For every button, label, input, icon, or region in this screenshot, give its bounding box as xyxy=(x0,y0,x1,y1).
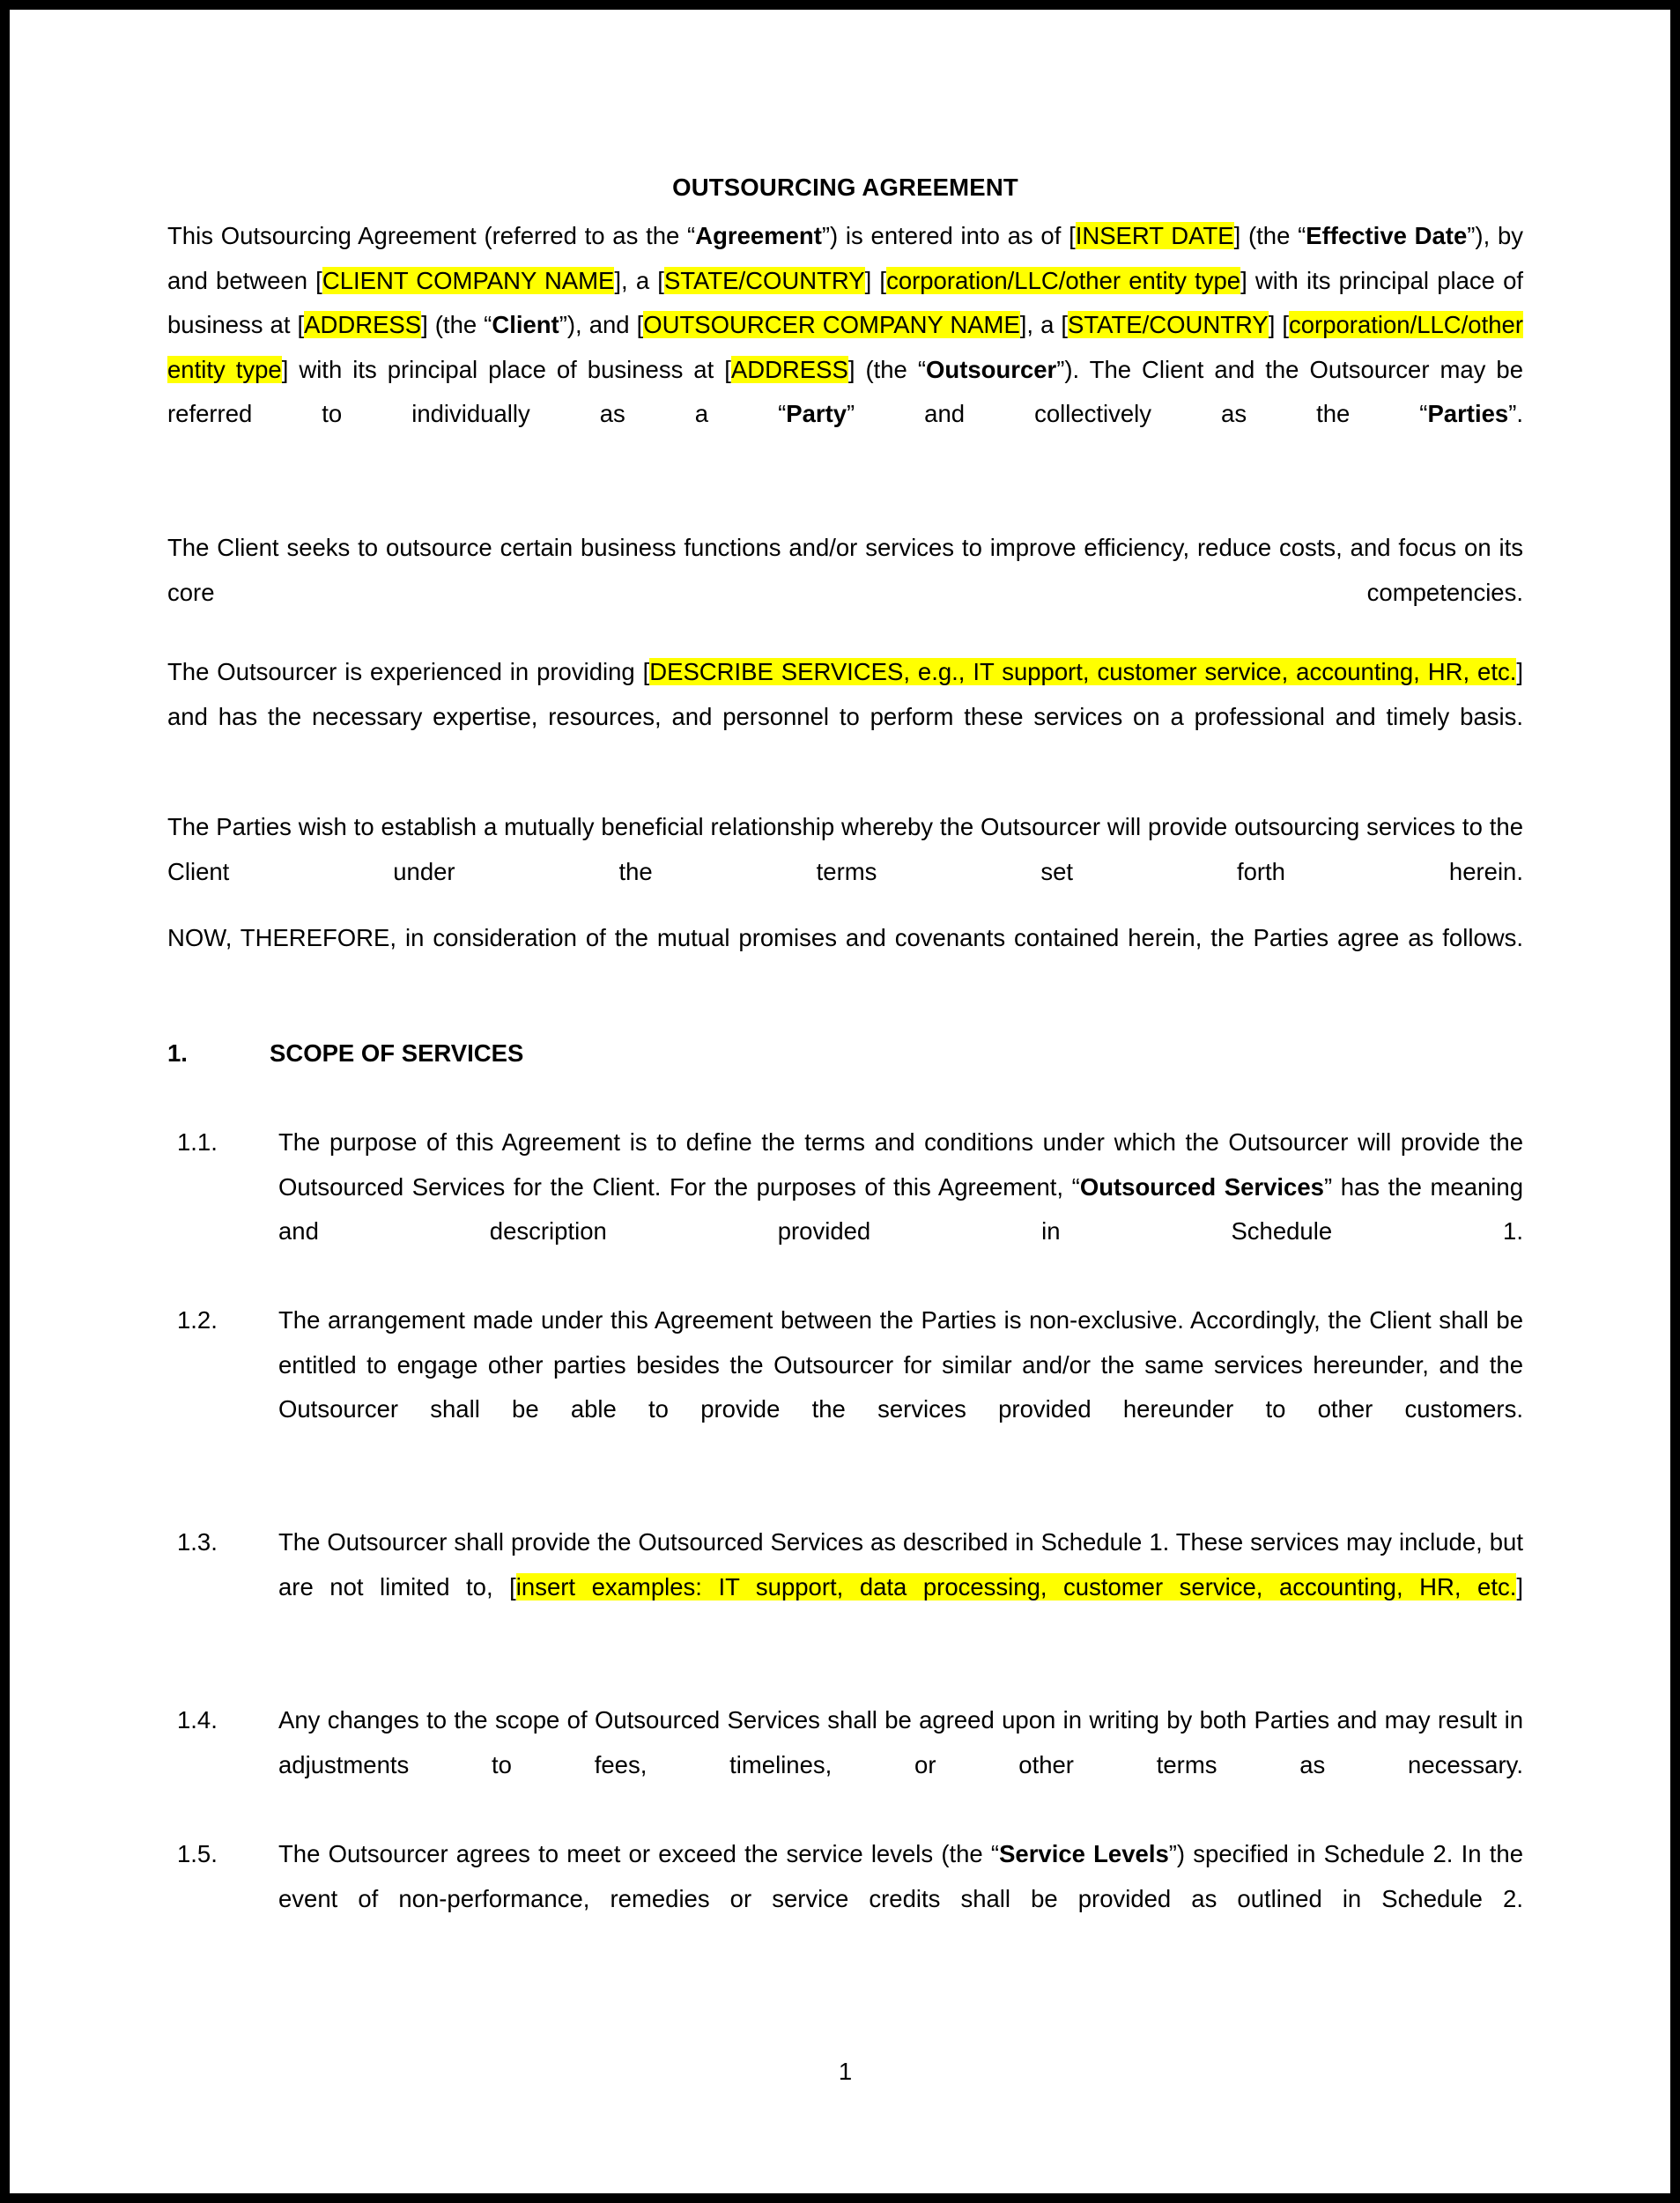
paragraph-now-therefore: NOW, THEREFORE, in consideration of the mutual promises and covenants contained herein, the Parties agree as follows. xyxy=(167,924,1523,951)
placeholder-describe-services: DESCRIBE SERVICES, e.g., IT support, customer service, accounting, HR, etc. xyxy=(649,658,1517,685)
placeholder-insert-examples: insert examples: IT support, data processing, customer service, accounting, HR, etc. xyxy=(515,1572,1517,1601)
c15-text-2: ”) specified in Schedule 2. In the event of non-performance, remedies or service credits shall be provided as outlined in Schedule 2. xyxy=(278,1840,1523,1912)
p3-text-1: The Outsourcer is experienced in providing [ xyxy=(167,658,650,685)
p1-text-3: ] (the “ xyxy=(1233,222,1306,249)
p1-text-11: ] [ xyxy=(1268,311,1289,338)
p1-text-12: ] with its principal place of business at [ xyxy=(281,355,731,383)
placeholder-client-address: ADDRESS xyxy=(304,311,422,338)
clause-1-3 xyxy=(167,1520,1523,1654)
term-party: Party xyxy=(786,400,847,427)
p1-text-1: This Outsourcing Agreement (referred to as the “ xyxy=(167,222,696,249)
clause-number: 1.4. xyxy=(177,1706,218,1734)
clause-text: The arrangement made under this Agreement between the Parties is non-exclusive. Accordingly, the Client shall be entitled to engage other parties besides the Outsourcer for similar and/or the same services hereunder, and the Outsourcer shall be able to provide the services provided hereunder to other customers. xyxy=(278,1306,1523,1423)
paragraph-parties xyxy=(167,214,1523,481)
clause-text xyxy=(278,1832,1523,1966)
section-number: 1. xyxy=(167,1039,188,1067)
clause-number: 1.1. xyxy=(177,1128,218,1156)
clause-1-5 xyxy=(167,1832,1523,1966)
placeholder-client-company-name: CLIENT COMPANY NAME xyxy=(322,266,615,294)
placeholder-client-entity-type: corporation/LLC/other entity type xyxy=(886,266,1241,294)
p3-text-2: ] and has the necessary expertise, resources, and personnel to perform these services on a professional and timely basis. xyxy=(167,658,1523,730)
term-client: Client xyxy=(492,311,559,338)
placeholder-insert-date: INSERT DATE xyxy=(1075,222,1234,249)
section-title: SCOPE OF SERVICES xyxy=(270,1039,524,1067)
clause-1-4 xyxy=(167,1698,1523,1832)
p1-text-9: ”), and [ xyxy=(559,311,644,338)
placeholder-outsourcer-address: ADDRESS xyxy=(730,355,848,383)
clause-number: 1.5. xyxy=(177,1840,218,1867)
page-title: OUTSOURCING AGREEMENT xyxy=(672,174,1018,201)
p1-text-2: ”) is entered into as of [ xyxy=(821,222,1076,249)
term-service-levels: Service Levels xyxy=(999,1840,1169,1867)
placeholder-client-state-country: STATE/COUNTRY xyxy=(663,266,865,294)
c13-text-2: ] xyxy=(1516,1572,1523,1601)
p1-text-16: ”. xyxy=(1508,400,1523,427)
clause-text xyxy=(278,1520,1523,1654)
clause-text: Any changes to the scope of Outsourced Services shall be agreed upon in writing by both Parties and may result in adjustments to fees, timelines, or other terms as necessary. xyxy=(278,1706,1523,1778)
term-agreement: Agreement xyxy=(695,222,822,249)
p1-text-7: ] with its principal place of business at [ xyxy=(167,266,1524,338)
c13-text-1: The Outsourcer shall provide the Outsourced Services as described in Schedule 1. These services may include, but are not limited to, [ xyxy=(278,1528,1523,1601)
page-content-area xyxy=(167,10,1523,2193)
p1-text-13: ] (the “ xyxy=(847,355,926,383)
clause-1-1 xyxy=(167,1120,1523,1298)
clause-number: 1.2. xyxy=(177,1306,218,1334)
p1-text-10: ], a [ xyxy=(1019,311,1069,338)
c11-text-1: The purpose of this Agreement is to define the terms and conditions under which the Outsourcer will provide the Outsourced Services for the Client. For the purposes of this Agreement, “ xyxy=(278,1128,1523,1201)
placeholder-outsourcer-company-name: OUTSOURCER COMPANY NAME xyxy=(643,311,1020,338)
section-heading-1 xyxy=(167,1031,1523,1076)
c15-text-1: The Outsourcer agrees to meet or exceed the service levels (the “ xyxy=(278,1840,1000,1867)
page-number-footer: 1 xyxy=(838,2058,853,2085)
clause-text xyxy=(278,1120,1523,1298)
p1-text-14: ”). The Client and the Outsourcer may be referred to individually as a “ xyxy=(167,355,1523,427)
p1-text-8: ] (the “ xyxy=(421,311,492,338)
term-outsourcer: Outsourcer xyxy=(926,355,1057,383)
term-effective-date: Effective Date xyxy=(1306,222,1468,249)
p1-text-15: ” and collectively as the “ xyxy=(847,400,1428,427)
placeholder-outsourcer-entity-type: corporation/LLC/other entity type xyxy=(167,311,1523,383)
p1-text-4: ”), by and between [ xyxy=(167,222,1524,294)
term-parties: Parties xyxy=(1427,400,1509,427)
p1-text-6: ] [ xyxy=(864,266,887,294)
c11-text-2: ” has the meaning and description provided in Schedule 1. xyxy=(278,1172,1524,1245)
paragraph-outsourcer-experience xyxy=(167,650,1523,784)
p1-text-5: ], a [ xyxy=(614,266,664,294)
placeholder-outsourcer-state-country: STATE/COUNTRY xyxy=(1068,311,1269,338)
term-outsourced-services: Outsourced Services xyxy=(1079,1172,1324,1201)
paragraph-parties-wish: The Parties wish to establish a mutually beneficial relationship whereby the Outsourcer will provide outsourcing services to the Client under the terms set forth herein. xyxy=(167,813,1523,885)
paragraph-client-seeks: The Client seeks to outsource certain business functions and/or services to improve efficiency, reduce costs, and focus on its core competencies. xyxy=(167,534,1523,606)
clause-1-2 xyxy=(167,1298,1523,1476)
clause-number: 1.3. xyxy=(177,1528,218,1556)
